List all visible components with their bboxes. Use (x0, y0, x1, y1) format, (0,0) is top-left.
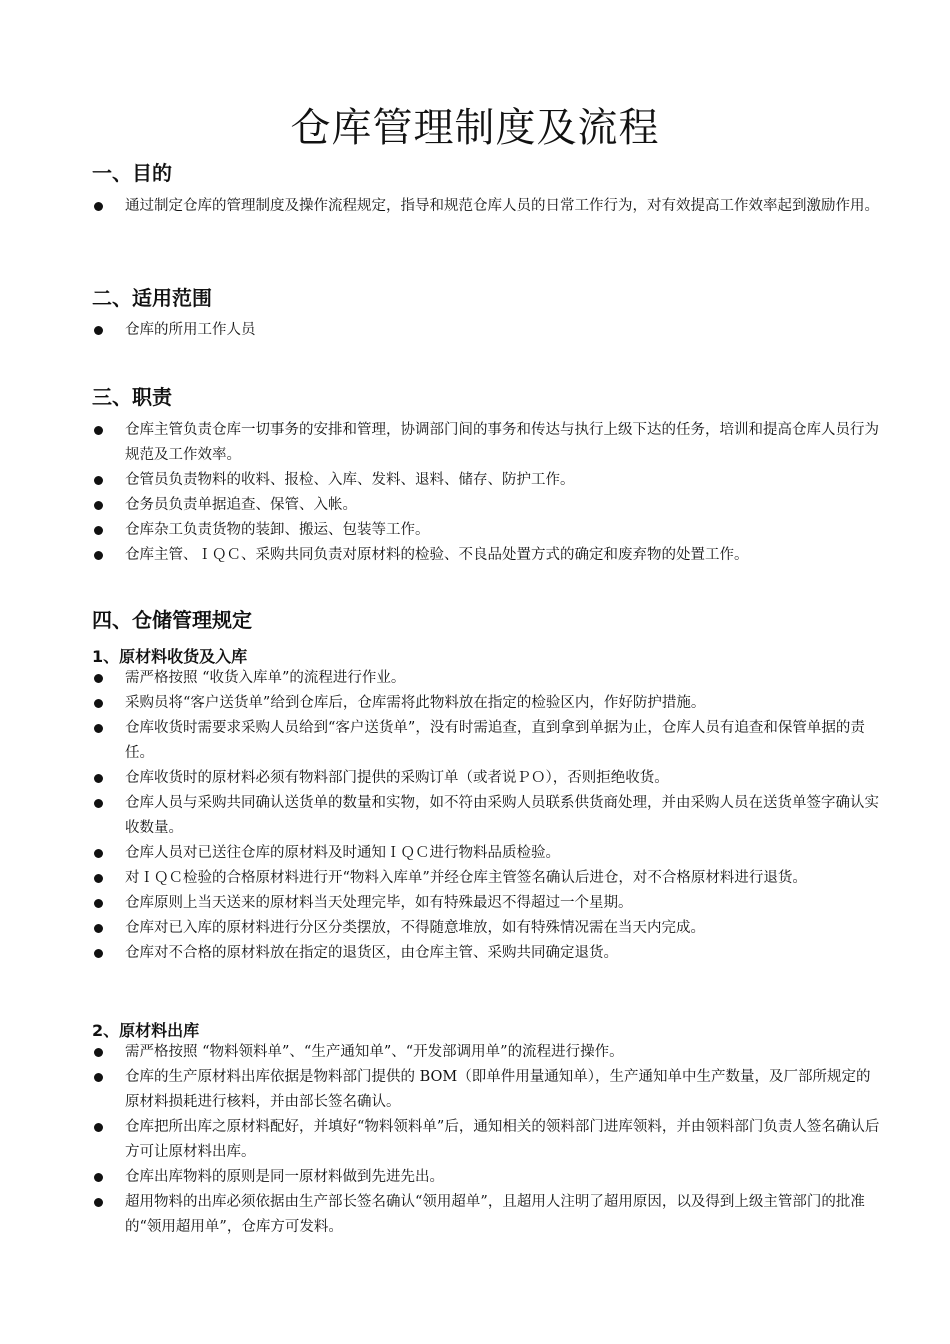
list-item: 仓库出库物料的原则是同一原材料做到先进先出。 (92, 1165, 884, 1190)
bullet-icon (94, 699, 103, 708)
list-item: 仓务员负责单据追查、保管、入帐。 (92, 493, 884, 518)
bullet-icon (94, 874, 103, 883)
list-item: 需严格按照 “物料领料单”、“生产通知单”、“开发部调用单”的流程进行操作。 (92, 1040, 884, 1065)
bullet-icon (94, 202, 103, 211)
purpose-list (92, 194, 884, 219)
list-item: 采购员将“客户送货单”给到仓库后，仓库需将此物料放在指定的检验区内，作好防护措施。 (92, 691, 884, 716)
list-item: 对ＩＱＣ检验的合格原材料进行开“物料入库单”并经仓库主管签名确认后进仓，对不合格原材料进行退货。 (92, 866, 884, 891)
bullet-icon (94, 1073, 103, 1082)
list-item: 仓库主管负责仓库一切事务的安排和管理，协调部门间的事务和传达与执行上级下达的任务，培训和提高仓库人员行为规范及工作效率。 (92, 418, 884, 468)
list-item: 仓库把所出库之原材料配好，并填好“物料领料单”后，通知相关的领料部门进库领料，并由领料部门负责人签名确认后方可让原材料出库。 (92, 1115, 884, 1165)
section-heading-storage: 四、仓储管理规定 (92, 608, 252, 632)
section-heading-purpose: 一、目的 (92, 161, 172, 185)
bullet-icon (94, 526, 103, 535)
bullet-icon (94, 326, 103, 335)
bullet-icon (94, 1173, 103, 1182)
issuing-list (92, 1040, 884, 1240)
list-item: 仓库人员对已送往仓库的原材料及时通知ＩＱＣ进行物料品质检验。 (92, 841, 884, 866)
section-heading-duties: 三、职责 (92, 385, 172, 409)
duties-list (92, 418, 884, 568)
bullet-icon (94, 799, 103, 808)
bullet-icon (94, 849, 103, 858)
page-title: 仓库管理制度及流程 (290, 105, 660, 151)
bullet-icon (94, 774, 103, 783)
bullet-icon (94, 949, 103, 958)
bullet-icon (94, 1048, 103, 1057)
list-item: 仓库的所用工作人员 (92, 318, 884, 343)
bullet-icon (94, 724, 103, 733)
list-item: 需严格按照 “收货入库单”的流程进行作业。 (92, 666, 884, 691)
list-item: 通过制定仓库的管理制度及操作流程规定，指导和规范仓库人员的日常工作行为，对有效提高工作效率起到激励作用。 (92, 194, 884, 219)
list-item: 仓库收货时需要求采购人员给到“客户送货单”，没有时需追查，直到拿到单据为止，仓库人员有追查和保管单据的责任。 (92, 716, 884, 766)
bullet-icon (94, 1198, 103, 1207)
section-heading-scope: 二、适用范围 (92, 286, 212, 310)
list-item: 仓库对已入库的原材料进行分区分类摆放，不得随意堆放，如有特殊情况需在当天内完成。 (92, 916, 884, 941)
list-item: 仓管员负责物料的收料、报检、入库、发料、退料、储存、防护工作。 (92, 468, 884, 493)
bullet-icon (94, 551, 103, 560)
bullet-icon (94, 1123, 103, 1132)
list-item: 仓库人员与采购共同确认送货单的数量和实物，如不符由采购人员联系供货商处理，并由采购人员在送货单签字确认实收数量。 (92, 791, 884, 841)
bullet-icon (94, 501, 103, 510)
bullet-icon (94, 674, 103, 683)
list-item: 仓库对不合格的原材料放在指定的退货区，由仓库主管、采购共同确定退货。 (92, 941, 884, 966)
receiving-list (92, 666, 884, 966)
bullet-icon (94, 476, 103, 485)
bullet-icon (94, 899, 103, 908)
list-item: 仓库原则上当天送来的原材料当天处理完毕，如有特殊最迟不得超过一个星期。 (92, 891, 884, 916)
subsection-heading-receiving: 1、原材料收货及入库 (92, 647, 248, 666)
bullet-icon (94, 426, 103, 435)
list-item: 仓库收货时的原材料必须有物料部门提供的采购订单（或者说ＰＯ），否则拒绝收货。 (92, 766, 884, 791)
list-item: 仓库的生产原材料出库依据是物料部门提供的 BOM（即单件用量通知单），生产通知单中生产数量，及厂部所规定的原材料损耗进行核料，并由部长签名确认。 (92, 1065, 884, 1115)
subsection-heading-issuing: 2、原材料出库 (92, 1021, 200, 1040)
list-item: 仓库杂工负责货物的装卸、搬运、包装等工作。 (92, 518, 884, 543)
bullet-icon (94, 924, 103, 933)
scope-list (92, 318, 884, 343)
list-item: 超用物料的出库必须依据由生产部长签名确认“领用超单”，且超用人注明了超用原因，以及得到上级主管部门的批准的“领用超用单”，仓库方可发料。 (92, 1190, 884, 1240)
list-item: 仓库主管、ＩＱＣ、采购共同负责对原材料的检验、不良品处置方式的确定和废弃物的处置工作。 (92, 543, 884, 568)
